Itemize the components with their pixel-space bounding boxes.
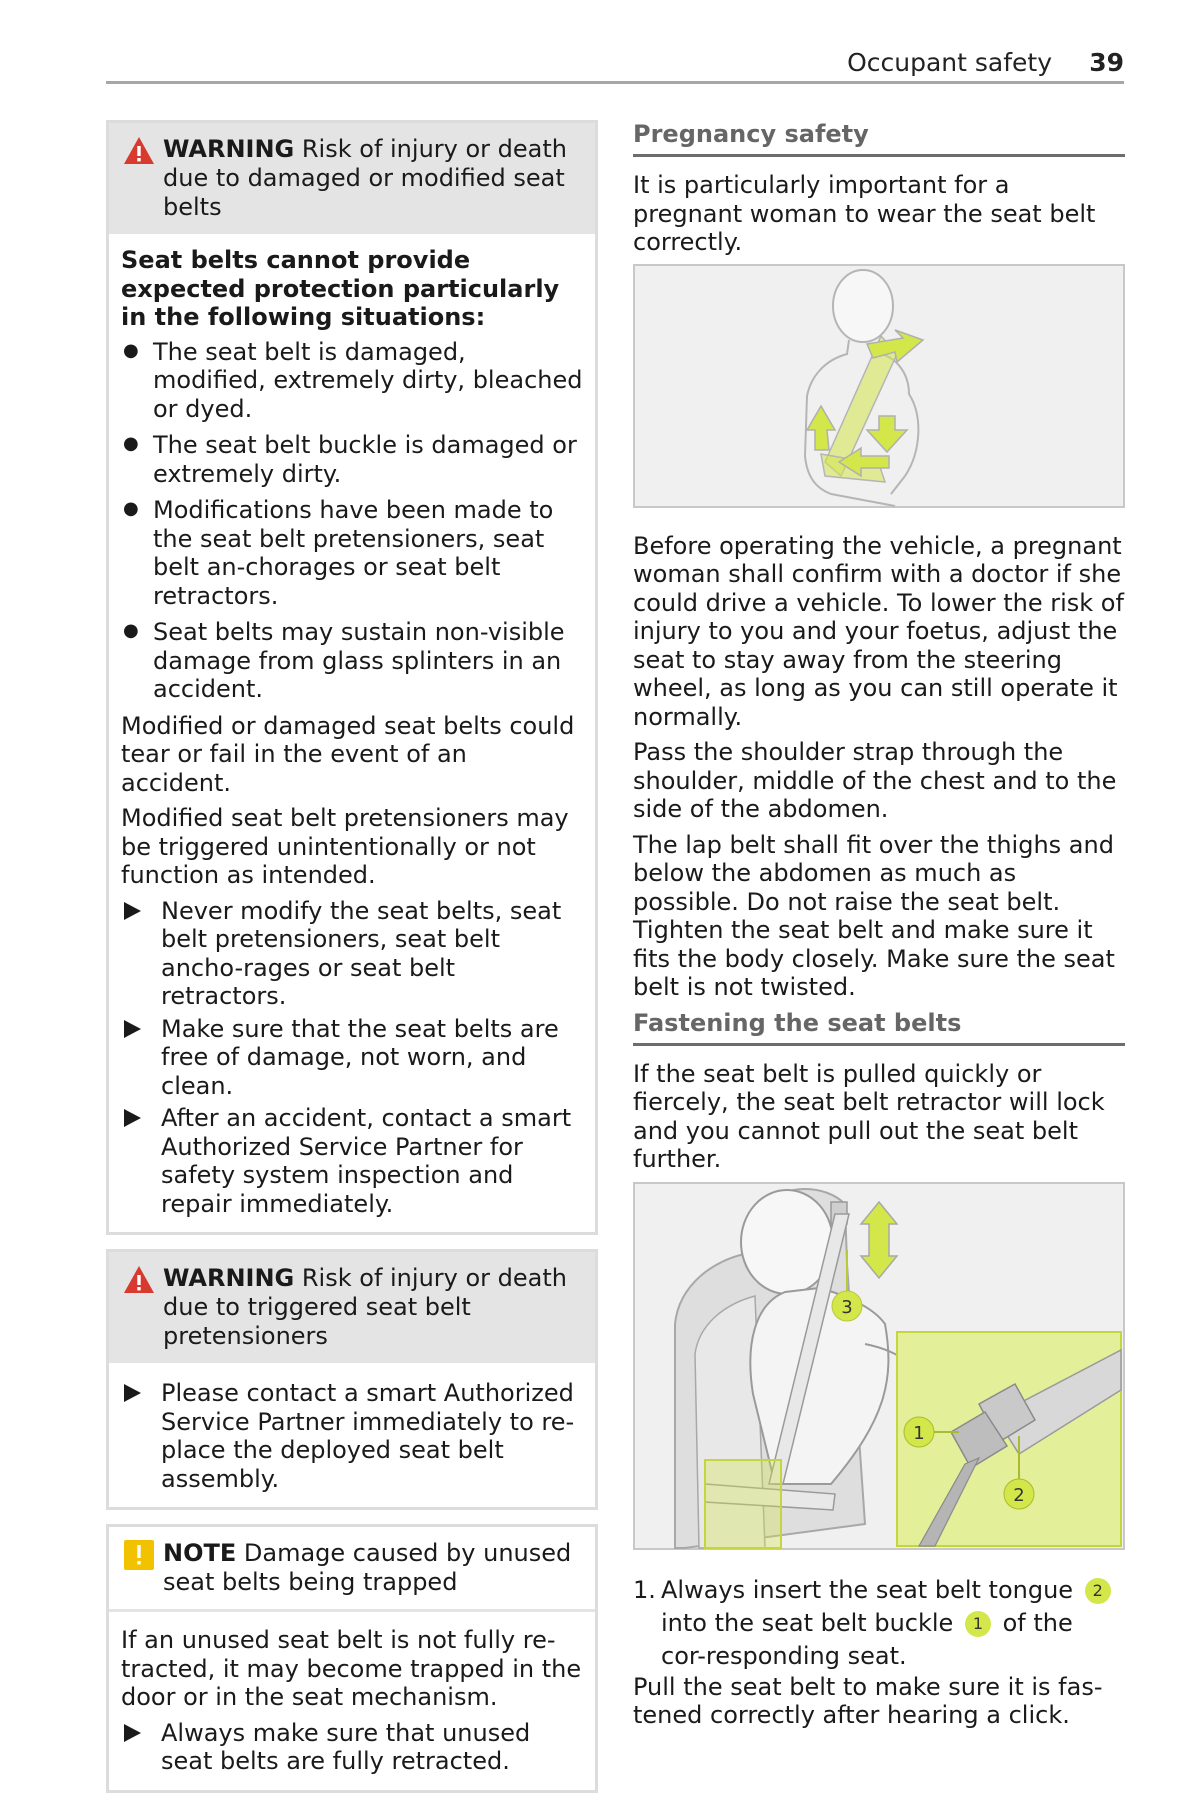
pregnancy-paragraph: Pass the shoulder strap through the shoulder, middle of the chest and to the side of the abdomen. — [633, 738, 1117, 823]
step-text: Always insert the seat belt tongue — [661, 1575, 1074, 1604]
warning-title-text: Risk of injury or death due to damaged or modified seat belts — [163, 135, 567, 221]
action-arrow-icon — [124, 1384, 141, 1402]
note-title-text: Damage caused by unused seat belts being trapped — [163, 1539, 572, 1596]
callout-3: 3 — [841, 1296, 853, 1318]
pregnancy-belt-illustration — [633, 264, 1125, 508]
page-number: 39 — [1089, 48, 1124, 77]
warning-label: WARNING — [163, 135, 295, 163]
action-text: Make sure that the seat belts are free of damage, not worn, and clean. — [161, 1014, 559, 1100]
note-exclamation-icon — [123, 1539, 155, 1571]
warning-title — [163, 1264, 583, 1351]
list-item: ● Seat belts may sustain non-visible damage from glass splinters in an accident. — [121, 618, 583, 704]
pregnancy-intro: It is particularly important for a pregnant woman to wear the seat belt correctly. — [633, 171, 1096, 256]
callout-badge: 1 — [965, 1611, 991, 1637]
action-list — [121, 1379, 583, 1493]
fastening-closing: Pull the seat belt to make sure it is fas-tened correctly after hearing a click. — [633, 1672, 1103, 1729]
action-item — [121, 1719, 583, 1776]
warning-title — [163, 135, 583, 222]
note-paragraph: If an unused seat belt is not fully re-tracted, it may become trapped in the door or in the seat mechanism. — [121, 1626, 582, 1711]
action-item — [121, 1015, 583, 1101]
action-list — [121, 897, 583, 1219]
action-text: After an accident, contact a smart Authorized Service Partner for safety system inspection and repair immediately. — [161, 1104, 572, 1218]
instruction-step — [633, 1574, 1125, 1673]
warning-triangle-icon — [123, 135, 155, 167]
warning-header — [109, 123, 595, 234]
right-column — [633, 120, 1125, 1737]
step-text: of the cor-responding seat. — [661, 1608, 1073, 1670]
page-header — [106, 40, 1124, 84]
warning-label: WARNING — [163, 1264, 295, 1292]
note-label: NOTE — [163, 1539, 237, 1567]
warning-paragraph: Modified seat belt pretensioners may be triggered unintentionally or not function as intended. — [121, 804, 569, 889]
seat-belt-figure — [635, 1184, 1123, 1548]
warning-box-seat-belts — [106, 120, 598, 1235]
fastening-intro: If the seat belt is pulled quickly or fiercely, the seat belt retractor will lock and you cannot pull out the seat belt further. — [633, 1059, 1105, 1173]
callout-2: 2 — [1013, 1484, 1025, 1506]
pregnancy-paragraph: The lap belt shall fit over the thighs and below the abdomen as much as possible. Do not raise the seat belt. Tighten the seat belt and make sure it fits the body closely. Make sure the seat belt is not twisted. — [633, 830, 1115, 1001]
callout-1: 1 — [913, 1422, 925, 1444]
warning-paragraph: Modified or damaged seat belts could tear or fail in the event of an accident. — [121, 711, 575, 797]
action-list — [121, 1719, 583, 1776]
warning-header — [109, 1252, 595, 1363]
step-text: into the seat belt buckle — [661, 1608, 954, 1637]
step-number: 1. — [633, 1575, 656, 1604]
action-arrow-icon — [124, 902, 141, 920]
warning-title-text: Risk of injury or death due to triggered seat belt pretensioners — [163, 1264, 567, 1350]
action-text: Always make sure that unused seat belts are fully retracted. — [161, 1718, 531, 1775]
warning-body — [109, 1363, 595, 1507]
fastening-belt-illustration — [633, 1182, 1125, 1550]
action-item — [121, 1104, 583, 1218]
warning-triangle-icon — [123, 1264, 155, 1296]
action-text: Never modify the seat belts, seat belt pretensioners, seat belt ancho-rages or seat belt retractors. — [161, 896, 562, 1010]
action-arrow-icon — [124, 1020, 141, 1038]
list-item: ● Modifications have been made to the seat belt pretensioners, seat belt an-chorages or seat belt retractors. — [121, 496, 583, 610]
action-arrow-icon — [124, 1724, 141, 1742]
action-text: Please contact a smart Authorized Service Partner immediately to re-place the deployed seat belt assembly. — [161, 1379, 575, 1493]
list-item: ● The seat belt is damaged, modified, extremely dirty, bleached or dyed. — [121, 338, 583, 424]
note-body — [109, 1612, 595, 1790]
warning-intro: Seat belts cannot provide expected protection particularly in the following situations: — [121, 246, 560, 331]
warning-body — [109, 234, 595, 1232]
callout-badge: 2 — [1085, 1578, 1111, 1604]
section-title: Occupant safety — [847, 48, 1052, 77]
action-item — [121, 897, 583, 1011]
pregnancy-paragraph: Before operating the vehicle, a pregnant woman shall confirm with a doctor if she could drive a vehicle. To lower the risk of injury to you and your foetus, adjust the seat to stay away from the steering wheel, as long as you can still operate it normally. — [633, 531, 1124, 731]
action-arrow-icon — [124, 1109, 141, 1127]
note-header — [109, 1527, 595, 1612]
pregnant-woman-figure — [635, 266, 1123, 506]
note-box-unused-belts — [106, 1524, 598, 1793]
note-title — [163, 1539, 583, 1597]
situation-list — [121, 338, 583, 704]
list-item: ● The seat belt buckle is damaged or extremely dirty. — [121, 431, 583, 488]
fastening-heading: Fastening the seat belts — [633, 1009, 1125, 1046]
warning-box-pretensioners — [106, 1249, 598, 1510]
pregnancy-heading: Pregnancy safety — [633, 120, 1125, 157]
action-item — [121, 1379, 583, 1493]
left-column — [106, 120, 598, 1807]
